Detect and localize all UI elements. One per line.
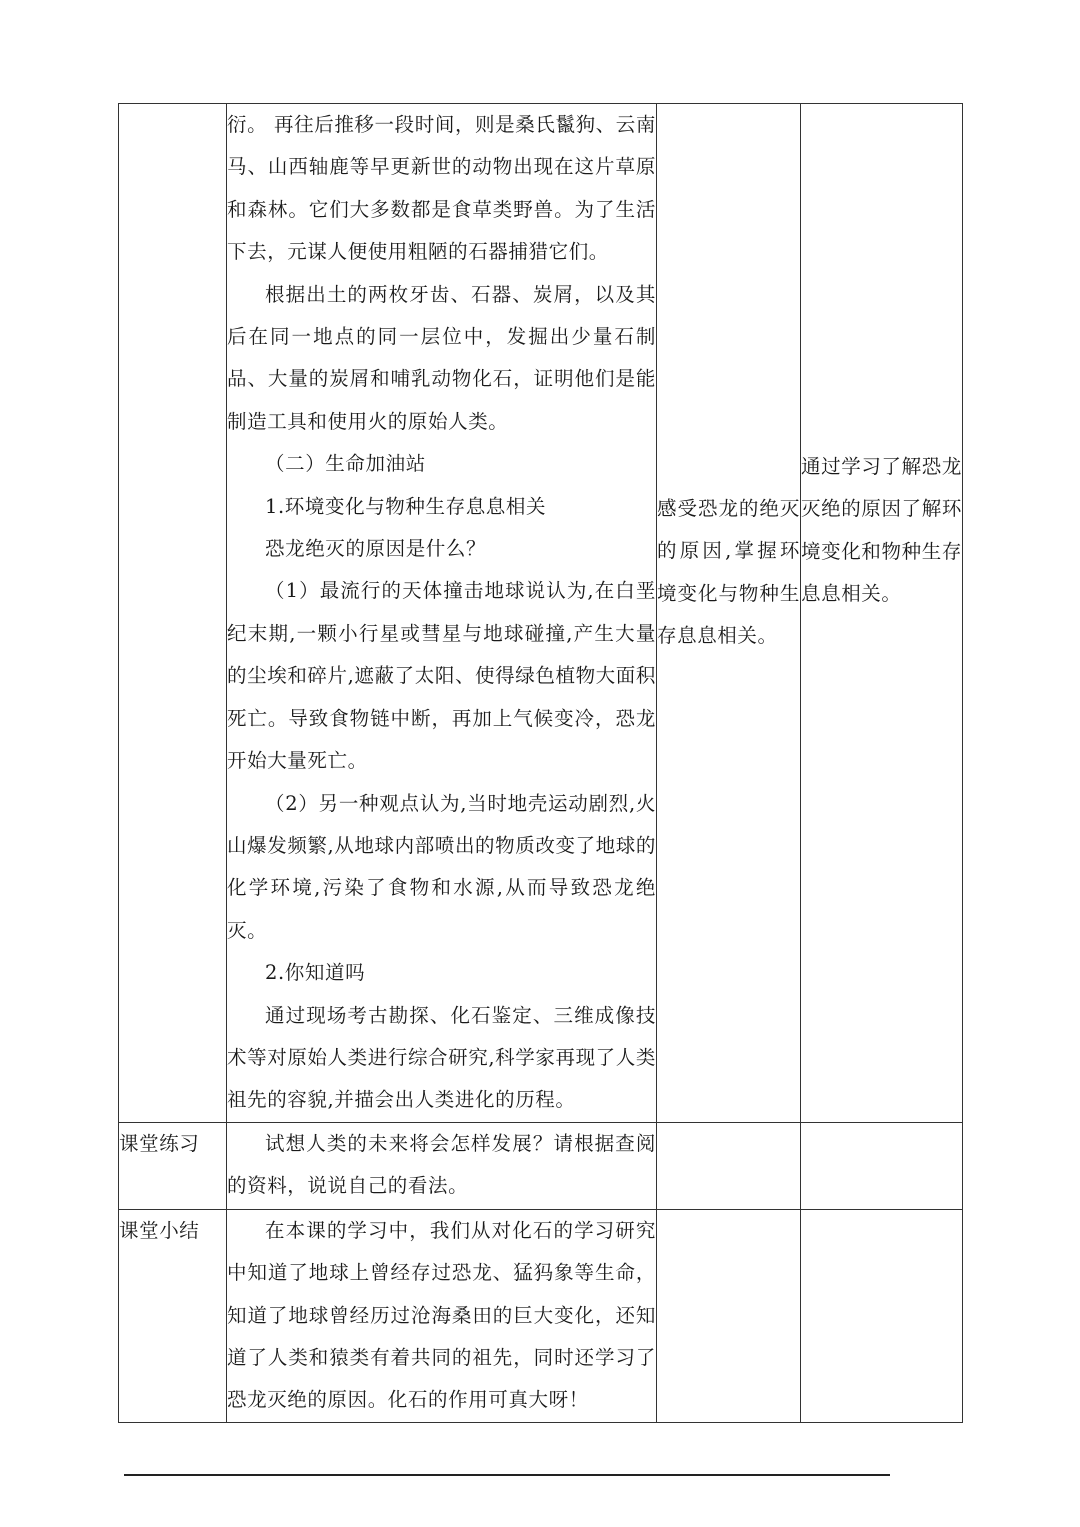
summary-label: 课堂小结 — [119, 1218, 200, 1242]
practice-label-cell — [119, 1122, 227, 1209]
main-paragraph-1: 衍。 再往后推移一段时间，则是桑氏鬣狗、云南马、山西轴鹿等早更新世的动物出现在这片草原和森林。它们大多数都是食草类野兽。为了生活下去，元谋人便使用粗陋的石器捕猎它们。 — [227, 113, 656, 264]
subheading-did-you-know: 2.你知道吗 — [265, 961, 366, 985]
student-activity-text: 感受恐龙的绝灭的原因,掌握环境变化与物种生存息息相关。 — [657, 497, 800, 648]
practice-main-cell — [227, 1122, 657, 1209]
theory-volcanic: （2）另一种观点认为,当时地壳运动剧烈,火山爆发频繁,从地球内部喷出的物质改变了地球的化学环境,污染了食物和水源,从而导致恐龙绝灭。 — [227, 791, 656, 942]
practice-intent-cell — [801, 1122, 963, 1209]
practice-student-cell — [657, 1122, 801, 1209]
design-intent-text: 通过学习了解恐龙灭绝的原因了解环境变化和物种生存息息相关。 — [801, 455, 962, 606]
subheading-environment: 1.环境变化与物种生存息息相关 — [265, 494, 547, 518]
did-you-know-text: 通过现场考古勘探、化石鉴定、三维成像技术等对原始人类进行综合研究,科学家再现了人类祖先的容貌,并描会出人类进化的历程。 — [227, 1003, 656, 1112]
summary-intent-cell — [801, 1209, 963, 1422]
content-label-cell — [119, 104, 227, 1123]
content-main-cell — [227, 104, 657, 1123]
theory-impact: （1）最流行的天体撞击地球说认为,在白垩纪末期,一颗小行星或彗星与地球碰撞,产生大量的尘埃和碎片,遮蔽了太阳、使得绿色植物大面积死亡。导致食物链中断，再加上气候变冷，恐龙开始大量死亡。 — [227, 579, 656, 773]
practice-label: 课堂练习 — [119, 1131, 200, 1155]
summary-student-cell — [657, 1209, 801, 1422]
section-heading-life-station: （二）生命加油站 — [265, 452, 426, 476]
design-intent-cell — [801, 104, 963, 1123]
main-paragraph-2: 根据出土的两枚牙齿、石器、炭屑，以及其后在同一地点的同一层位中，发掘出少量石制品、大量的炭屑和哺乳动物化石，证明他们是能制造工具和使用火的原始人类。 — [227, 282, 656, 433]
lesson-plan-table — [118, 103, 963, 1423]
summary-text: 在本课的学习中，我们从对化石的学习研究中知道了地球上曾经存过恐龙、猛犸象等生命，知道了地球曾经历过沧海桑田的巨大变化，还知道了人类和猿类有着共同的祖先，同时还学习了恐龙灭绝的原因。化石的作用可真大呀！ — [227, 1218, 656, 1412]
footer-rule — [124, 1474, 890, 1476]
summary-label-cell — [119, 1209, 227, 1422]
student-activity-cell — [657, 104, 801, 1123]
summary-row — [119, 1209, 963, 1422]
summary-main-cell — [227, 1209, 657, 1422]
content-row — [119, 104, 963, 1123]
practice-text: 试想人类的未来将会怎样发展？请根据查阅的资料，说说自己的看法。 — [227, 1131, 656, 1198]
practice-row — [119, 1122, 963, 1209]
question-dinosaur-extinction: 恐龙绝灭的原因是什么？ — [265, 537, 487, 561]
